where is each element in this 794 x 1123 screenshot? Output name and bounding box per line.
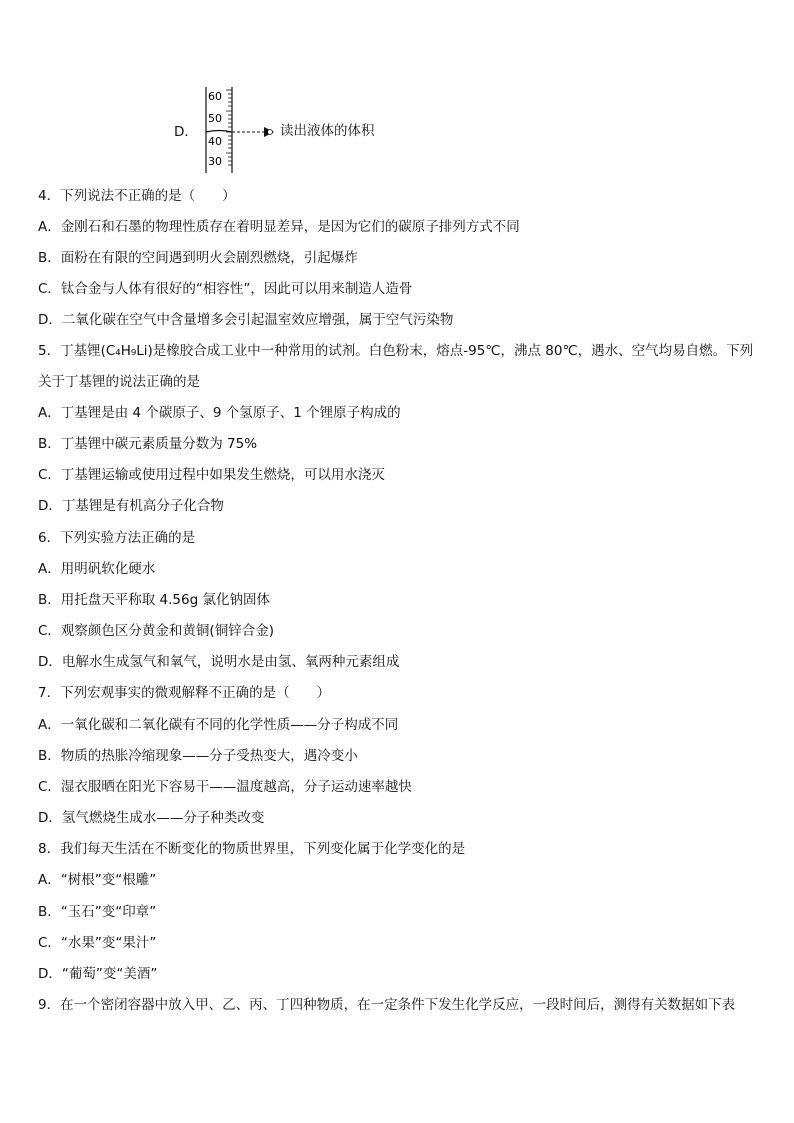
question-6-option-d: D．电解水生成氢气和氧气，说明水是由氢、氧两种元素组成	[38, 654, 400, 670]
question-6-option-c: C．观察颜色区分黄金和黄铜(铜锌合金)	[38, 623, 274, 639]
question-6-option-b: B．用托盘天平称取 4.56g 氯化钠固体	[38, 592, 270, 608]
question-8-stem: 8．我们每天生活在不断变化的物质世界里，下列变化属于化学变化的是	[38, 841, 466, 857]
tick-label-50: 50	[208, 112, 222, 125]
question-4-option-d: D．二氧化碳在空气中含量增多会引起温室效应增强，属于空气污染物	[38, 312, 454, 328]
question-4-stem: 4．下列说法不正确的是（ ）	[38, 188, 236, 204]
question-7-option-b: B．物质的热胀冷缩现象——分子受热变大，遇冷变小	[38, 748, 358, 764]
question-4-option-c: C．钛合金与人体有很好的“相容性”，因此可以用来制造人造骨	[38, 281, 413, 297]
question-6-stem: 6．下列实验方法正确的是	[38, 530, 196, 546]
question-8-option-b: B．“玉石”变“印章”	[38, 904, 157, 920]
question-7-option-c: C．湿衣服晒在阳光下容易干——温度越高，分子运动速率越快	[38, 779, 412, 795]
question-8-option-c: C．“水果”变“果汁”	[38, 935, 157, 951]
tick-label-30: 30	[208, 155, 222, 168]
question-5-stem-cont: 关于丁基锂的说法正确的是	[38, 374, 200, 390]
question-5-option-d: D．丁基锂是有机高分子化合物	[38, 498, 224, 514]
question-4-option-b: B．面粉在有限的空间遇到明火会剧烈燃烧，引起爆炸	[38, 250, 358, 266]
question-5-option-b: B．丁基锂中碳元素质量分数为 75%	[38, 436, 258, 452]
graduated-cylinder-icon	[202, 85, 282, 175]
figure-caption: 读出液体的体积	[280, 123, 375, 139]
graduated-cylinder-figure	[172, 85, 432, 175]
question-5-option-c: C．丁基锂运输或使用过程中如果发生燃烧，可以用水浇灭	[38, 467, 385, 483]
question-6-option-a: A．用明矾软化硬水	[38, 561, 156, 577]
question-9-stem: 9．在一个密闭容器中放入甲、乙、丙、丁四种物质，在一定条件下发生化学反应，一段时间后，测得有关数据如下表	[38, 997, 736, 1013]
tick-label-40: 40	[208, 135, 222, 148]
question-8-option-a: A．“树根”变“根雕”	[38, 872, 157, 888]
question-8-option-d: D．“葡萄”变“美酒”	[38, 966, 158, 982]
question-5-option-a: A．丁基锂是由 4 个碳原子、9 个氢原子、1 个锂原子构成的	[38, 405, 401, 421]
question-4-option-a: A．金刚石和石墨的物理性质存在着明显差异，是因为它们的碳原子排列方式不同	[38, 219, 520, 235]
question-7-option-a: A．一氧化碳和二氧化碳有不同的化学性质——分子构成不同	[38, 717, 399, 733]
question-7-option-d: D．氢气燃烧生成水——分子种类改变	[38, 810, 265, 826]
option-letter-d: D．	[174, 124, 198, 140]
tick-label-60: 60	[208, 90, 222, 103]
question-5-stem: 5．丁基锂(C₄H₉Li)是橡胶合成工业中一种常用的试剂。白色粉末，熔点-95℃，沸点 80℃，遇水、空气均易自燃。下列	[38, 343, 754, 359]
question-7-stem: 7．下列宏观事实的微观解释不正确的是（ ）	[38, 685, 331, 701]
